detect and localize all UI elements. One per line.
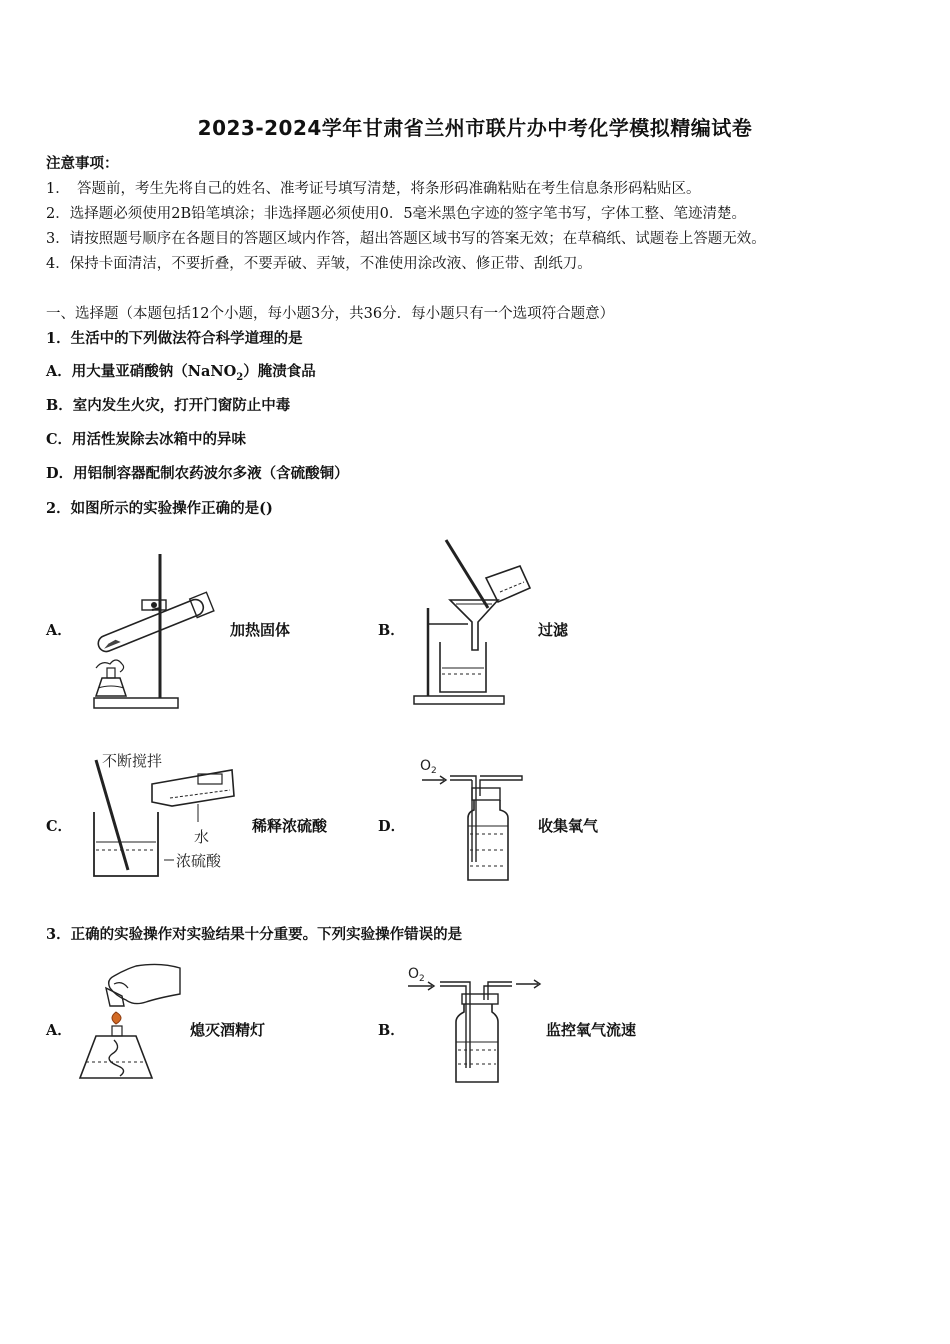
q1-option-a-sub: 2 bbox=[236, 371, 244, 383]
svg-text:O2 bbox=[408, 966, 425, 984]
q1-option-a-text: A．用大量亚硝酸钠（NaNO bbox=[46, 363, 237, 380]
q2-option-d-caption: 收集氧气 bbox=[538, 817, 599, 835]
filtration-figure bbox=[410, 538, 540, 708]
q1-option-a bbox=[46, 360, 316, 383]
q2-option-b-caption: 过滤 bbox=[538, 621, 569, 639]
o2-sub-d: 2 bbox=[431, 766, 437, 776]
q2-option-a-letter: A． bbox=[46, 622, 72, 639]
dilute-acid-figure bbox=[86, 746, 246, 882]
q2-option-c-letter: C． bbox=[46, 818, 73, 835]
q1-option-a-tail: ）腌渍食品 bbox=[243, 363, 316, 380]
collect-oxygen-figure bbox=[418, 752, 530, 884]
notice-item-2: 2．选择题必须使用2B铅笔填涂；非选择题必须使用0．5毫米黑色字迹的签字笔书写，字体工整、笔迹清楚。 bbox=[46, 206, 747, 222]
notice-heading: 注意事项： bbox=[46, 155, 119, 172]
q1-option-c: C．用活性炭除去冰箱中的异味 bbox=[46, 431, 247, 448]
q2-stem: 2．如图所示的实验操作正确的是() bbox=[46, 500, 273, 517]
stir-label: 不断搅拌 bbox=[102, 752, 163, 770]
o2-sub-b: 2 bbox=[419, 974, 425, 984]
o2-label-b: O bbox=[408, 966, 420, 982]
heating-solid-figure bbox=[80, 550, 230, 712]
extinguish-lamp-figure bbox=[76, 960, 184, 1084]
q1-stem: 1．生活中的下列做法符合科学道理的是 bbox=[46, 330, 303, 347]
q3-option-b-letter: B． bbox=[378, 1022, 405, 1039]
q3-stem: 3．正确的实验操作对实验结果十分重要。下列实验操作错误的是 bbox=[46, 926, 463, 943]
water-label: 水 bbox=[194, 828, 210, 846]
notice-item-3: 3．请按照题号顺序在各题目的答题区域内作答，超出答题区域书写的答案无效；在草稿纸、试题卷上答题无效。 bbox=[46, 231, 766, 247]
q2-option-c-caption: 稀释浓硫酸 bbox=[252, 817, 328, 835]
page-title: 2023-2024学年甘肃省兰州市联片办中考化学模拟精编试卷 bbox=[197, 116, 753, 140]
q1-option-d: D．用铝制容器配制农药波尔多液（含硫酸铜） bbox=[46, 465, 349, 482]
q1-option-b: B．室内发生火灾，打开门窗防止中毒 bbox=[46, 397, 291, 414]
notice-item-1: 1． 答题前，考生先将自己的姓名、准考证号填写清楚，将条形码准确粘贴在考生信息条形码粘贴区。 bbox=[46, 181, 701, 197]
monitor-oxygen-figure bbox=[404, 960, 544, 1086]
acid-label: 浓硫酸 bbox=[176, 852, 222, 870]
q3-option-a-letter: A． bbox=[46, 1022, 72, 1039]
q2-option-d-letter: D． bbox=[378, 818, 406, 835]
notice-item-4: 4．保持卡面清洁，不要折叠，不要弄破、弄皱，不准使用涂改液、修正带、刮纸刀。 bbox=[46, 256, 592, 272]
q2-option-b-letter: B． bbox=[378, 622, 405, 639]
q3-option-b-caption: 监控氧气流速 bbox=[546, 1021, 637, 1039]
o2-label-d: O bbox=[420, 758, 432, 774]
q3-option-a-caption: 熄灭酒精灯 bbox=[190, 1021, 266, 1039]
section-heading: 一、选择题（本题包括12个小题，每小题3分，共36分．每小题只有一个选项符合题意） bbox=[46, 306, 615, 322]
svg-text:O2 bbox=[420, 758, 437, 776]
q2-option-a-caption: 加热固体 bbox=[230, 621, 291, 639]
